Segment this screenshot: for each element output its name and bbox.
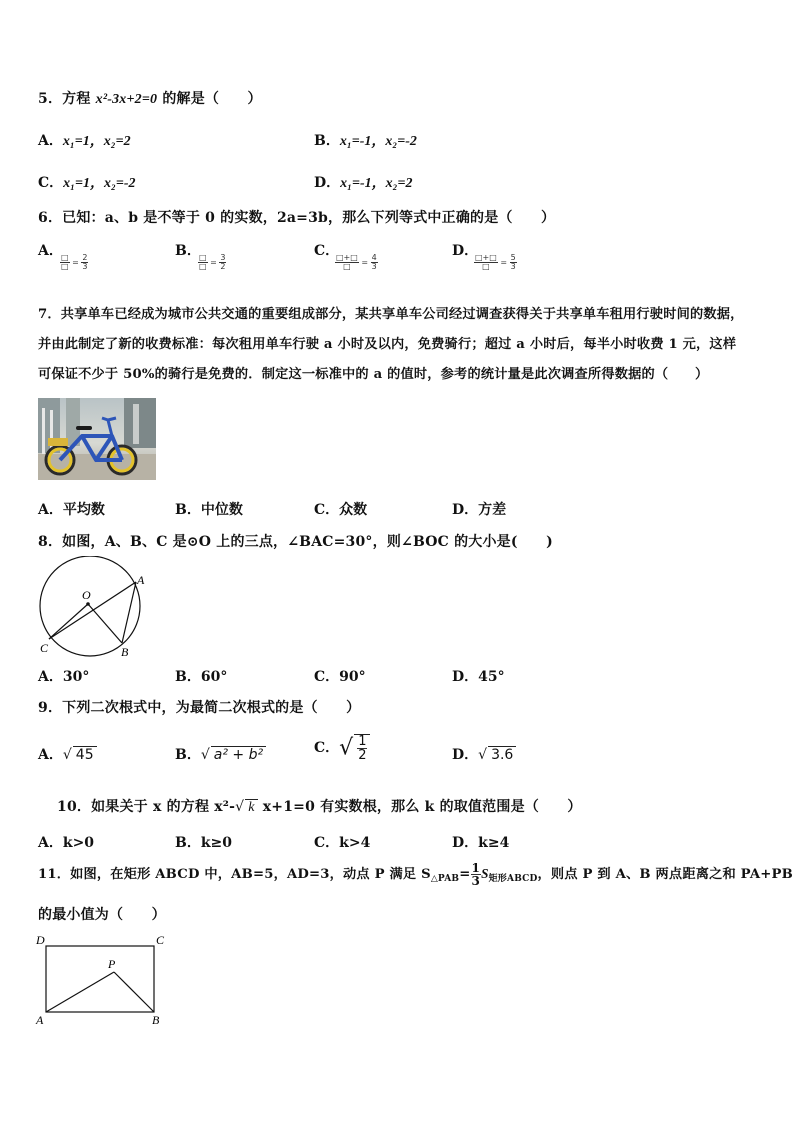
rectangle-figure bbox=[34, 930, 170, 1028]
q5-option-c: C．x₁=1，x₂=-2 bbox=[38, 175, 136, 191]
q10-option-c: C．k>4 bbox=[314, 835, 371, 851]
q6-option-a: A． bbox=[38, 243, 63, 259]
q5-option-b: B．x₁=-1，x₂=-2 bbox=[314, 133, 417, 149]
point-d-label: D bbox=[36, 933, 45, 947]
point-c-label: C bbox=[40, 641, 49, 655]
q7-option-c: C．众数 bbox=[314, 502, 368, 518]
q10-option-a: A．k>0 bbox=[38, 835, 95, 851]
q7-option-a: A．平均数 bbox=[38, 502, 105, 518]
q7-option-b: B．中位数 bbox=[175, 502, 243, 518]
point-a-label: A bbox=[137, 573, 145, 587]
q10-stem: 10．如果关于 x 的方程 x²-√ k x+1=0 有实数根，那么 k 的取值范围是（ ） bbox=[57, 799, 582, 815]
point-o-label: O bbox=[82, 588, 91, 602]
q6-option-b: B． bbox=[175, 243, 201, 259]
q5-option-d: D．x₁=-1，x₂=2 bbox=[314, 175, 413, 191]
point-a-label: A bbox=[36, 1013, 44, 1027]
q11-stem-line1: 11．如图，在矩形 ABCD 中，AB=5，AD=3，动点 P 满足 $S_{\triangle PAB}=$ $\frac{1}{3}$ $S_{矩形ABCD}$，则点 P 到 A、B 两点距离之和 PA+PB bbox=[38, 861, 793, 888]
point-b-label: B bbox=[152, 1013, 160, 1027]
q6-option-c-expr: $\frac{□+□}{□}$ = $\frac{4}{3}$ bbox=[336, 253, 377, 271]
circle-figure bbox=[36, 556, 150, 660]
q9-stem: 9．下列二次根式中，为最简二次根式的是（ ） bbox=[38, 700, 361, 716]
q8-option-c: C．90° bbox=[314, 669, 366, 685]
point-c-label: C bbox=[156, 933, 165, 947]
q6-option-d: D． bbox=[452, 243, 479, 259]
q10-option-d: D．k≥4 bbox=[452, 835, 510, 851]
q6-option-b-expr: $\frac{□}{□}$ = $\frac{3}{2}$ bbox=[199, 253, 226, 271]
point-p-label: P bbox=[108, 957, 116, 971]
q9-option-a: A．√ 45 bbox=[38, 744, 97, 764]
point-b-label: B bbox=[121, 645, 129, 659]
q5-equation: x²-3x+2=0 bbox=[95, 92, 158, 107]
q7-stem-line3: 可保证不少于 50%的骑行是免费的．制定这一标准中的 a 的值时，参考的统计量是此次调查所得数据的（ ） bbox=[38, 367, 709, 382]
q6-stem: 6．已知：a、b 是不等于 0 的实数，2a=3b，那么下列等式中正确的是（ ） bbox=[38, 210, 556, 226]
q6-option-c: C． bbox=[314, 243, 340, 259]
q8-option-b: B．60° bbox=[175, 669, 228, 685]
q8-option-a: A．30° bbox=[38, 669, 90, 685]
q6-option-a-expr: $\frac{□}{□}$ = $\frac{2}{3}$ bbox=[61, 253, 88, 271]
bicycle-photo bbox=[38, 398, 156, 480]
q8-option-d: D．45° bbox=[452, 669, 505, 685]
q7-stem-line2: 并由此制定了新的收费标准：每次租用单车行驶 a 小时及以内，免费骑行；超过 a 小时后，每半小时收费 1 元，这样 bbox=[38, 337, 737, 352]
q9-option-d: D．√ 3.6 bbox=[452, 744, 516, 764]
q5-stem: 5．方程 x²-3x+2=0 的解是（ ） bbox=[38, 91, 262, 107]
q7-option-d: D．方差 bbox=[452, 502, 507, 518]
q9-option-b: B．√ a² + b² bbox=[175, 744, 266, 764]
q8-stem: 8．如图，A、B、C 是⊙O 上的三点，∠BAC=30°，则∠BOC 的大小是( ) bbox=[38, 534, 553, 550]
q5-option-a: A．x₁=1，x₂=2 bbox=[38, 133, 131, 149]
q6-option-d-expr: $\frac{□+□}{□}$ = $\frac{5}{3}$ bbox=[475, 253, 516, 271]
q10-option-b: B．k≥0 bbox=[175, 835, 233, 851]
q11-stem-line2: 的最小值为（ ） bbox=[38, 907, 166, 923]
q7-stem-line1: 7．共享单车已经成为城市公共交通的重要组成部分，某共享单车公司经过调查获得关于共享单车租用行驶时间的数据， bbox=[38, 307, 744, 322]
q9-option-c: C．√ $\frac{1}{2}$ bbox=[314, 734, 370, 762]
